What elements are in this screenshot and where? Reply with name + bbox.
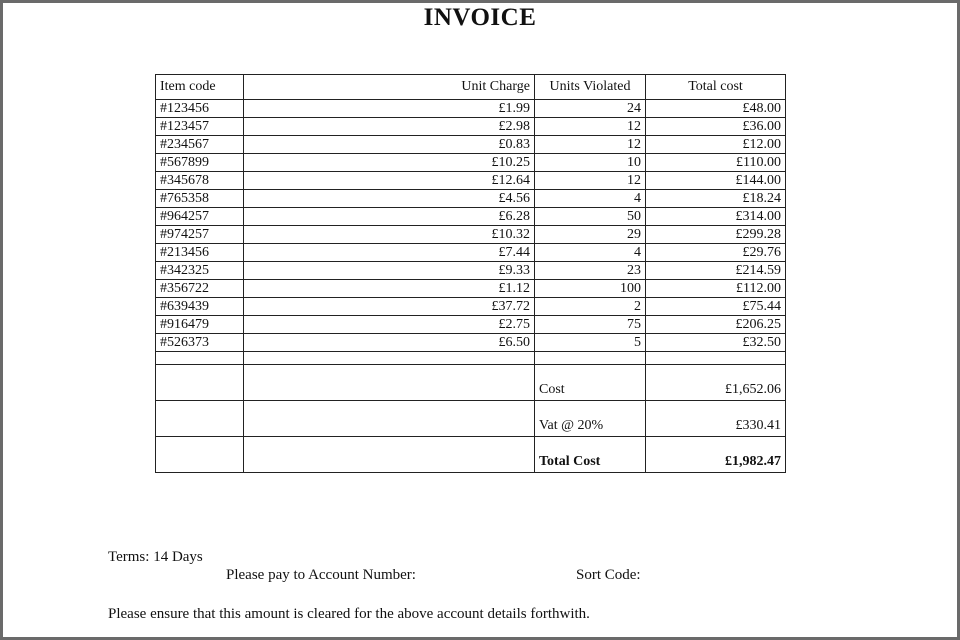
item-code-cell: #765358 — [156, 190, 244, 208]
table-spacer-row — [156, 352, 786, 365]
unit-charge-cell: £1.99 — [244, 100, 535, 118]
unit-charge-cell: £2.98 — [244, 118, 535, 136]
total-cost-cell: £112.00 — [646, 280, 786, 298]
table-header-row — [156, 75, 786, 100]
empty-cell — [244, 352, 535, 365]
total-cost-cell: £29.76 — [646, 244, 786, 262]
unit-charge-cell: £6.50 — [244, 334, 535, 352]
total-cost-cell: £36.00 — [646, 118, 786, 136]
item-code-cell: #639439 — [156, 298, 244, 316]
item-code-cell: #526373 — [156, 334, 244, 352]
units-violated-cell: 12 — [535, 118, 646, 136]
header-units-violated: Units Violated — [535, 75, 646, 100]
terms-text: Terms: 14 Days — [108, 549, 203, 565]
units-violated-cell: 50 — [535, 208, 646, 226]
item-code-cell: #916479 — [156, 316, 244, 334]
total-cost-cell: £299.28 — [646, 226, 786, 244]
empty-cell — [244, 437, 535, 473]
total-cost-cell: £18.24 — [646, 190, 786, 208]
total-cost-cell: £314.00 — [646, 208, 786, 226]
unit-charge-cell: £10.25 — [244, 154, 535, 172]
item-code-cell: #974257 — [156, 226, 244, 244]
total-cost-cell: £144.00 — [646, 172, 786, 190]
units-violated-cell: 24 — [535, 100, 646, 118]
item-code-cell: #345678 — [156, 172, 244, 190]
sort-code-label: Sort Code: — [576, 567, 641, 583]
unit-charge-cell: £6.28 — [244, 208, 535, 226]
item-code-cell: #123456 — [156, 100, 244, 118]
units-violated-cell: 12 — [535, 172, 646, 190]
units-violated-cell: 4 — [535, 244, 646, 262]
table-row — [156, 316, 786, 334]
cost-row — [156, 365, 786, 401]
table-row — [156, 208, 786, 226]
table-row — [156, 100, 786, 118]
item-code-cell: #123457 — [156, 118, 244, 136]
table-row — [156, 118, 786, 136]
account-number-label: Please pay to Account Number: — [226, 567, 416, 583]
item-code-cell: #342325 — [156, 262, 244, 280]
item-code-cell: #356722 — [156, 280, 244, 298]
vat-row — [156, 401, 786, 437]
units-violated-cell: 2 — [535, 298, 646, 316]
table-row — [156, 334, 786, 352]
units-violated-cell: 23 — [535, 262, 646, 280]
cost-value: £1,652.06 — [646, 365, 786, 401]
vat-label: Vat @ 20% — [535, 401, 646, 437]
unit-charge-cell: £4.56 — [244, 190, 535, 208]
table-row — [156, 280, 786, 298]
empty-cell — [244, 365, 535, 401]
vat-value: £330.41 — [646, 401, 786, 437]
empty-cell — [535, 352, 646, 365]
table-row — [156, 262, 786, 280]
empty-cell — [156, 401, 244, 437]
total-cost-cell: £48.00 — [646, 100, 786, 118]
unit-charge-cell: £37.72 — [244, 298, 535, 316]
units-violated-cell: 4 — [535, 190, 646, 208]
payment-note: Please ensure that this amount is cleared for the above account details forthwith. — [108, 606, 590, 622]
total-cost-cell: £12.00 — [646, 136, 786, 154]
table-row — [156, 244, 786, 262]
total-cost-cell: £206.25 — [646, 316, 786, 334]
cost-label: Cost — [535, 365, 646, 401]
total-cost-cell: £32.50 — [646, 334, 786, 352]
units-violated-cell: 75 — [535, 316, 646, 334]
item-code-cell: #567899 — [156, 154, 244, 172]
table-row — [156, 154, 786, 172]
item-code-cell: #213456 — [156, 244, 244, 262]
header-total-cost: Total cost — [646, 75, 786, 100]
table-row — [156, 298, 786, 316]
table-row — [156, 136, 786, 154]
invoice-title: INVOICE — [423, 4, 537, 31]
item-code-cell: #964257 — [156, 208, 244, 226]
units-violated-cell: 100 — [535, 280, 646, 298]
empty-cell — [156, 437, 244, 473]
unit-charge-cell: £7.44 — [244, 244, 535, 262]
empty-cell — [646, 352, 786, 365]
total-cost-cell: £110.00 — [646, 154, 786, 172]
units-violated-cell: 5 — [535, 334, 646, 352]
total-row — [156, 437, 786, 473]
header-unit-charge: Unit Charge — [244, 75, 535, 100]
unit-charge-cell: £12.64 — [244, 172, 535, 190]
invoice-table — [155, 74, 786, 473]
unit-charge-cell: £1.12 — [244, 280, 535, 298]
total-value: £1,982.47 — [646, 437, 786, 473]
item-code-cell: #234567 — [156, 136, 244, 154]
unit-charge-cell: £0.83 — [244, 136, 535, 154]
table-row — [156, 226, 786, 244]
unit-charge-cell: £9.33 — [244, 262, 535, 280]
unit-charge-cell: £2.75 — [244, 316, 535, 334]
table-body — [156, 100, 786, 352]
empty-cell — [156, 352, 244, 365]
unit-charge-cell: £10.32 — [244, 226, 535, 244]
total-cost-cell: £75.44 — [646, 298, 786, 316]
units-violated-cell: 10 — [535, 154, 646, 172]
empty-cell — [244, 401, 535, 437]
table-row — [156, 190, 786, 208]
header-item-code: Item code — [156, 75, 244, 100]
units-violated-cell: 29 — [535, 226, 646, 244]
total-cost-cell: £214.59 — [646, 262, 786, 280]
units-violated-cell: 12 — [535, 136, 646, 154]
table-row — [156, 172, 786, 190]
empty-cell — [156, 365, 244, 401]
total-label: Total Cost — [535, 437, 646, 473]
